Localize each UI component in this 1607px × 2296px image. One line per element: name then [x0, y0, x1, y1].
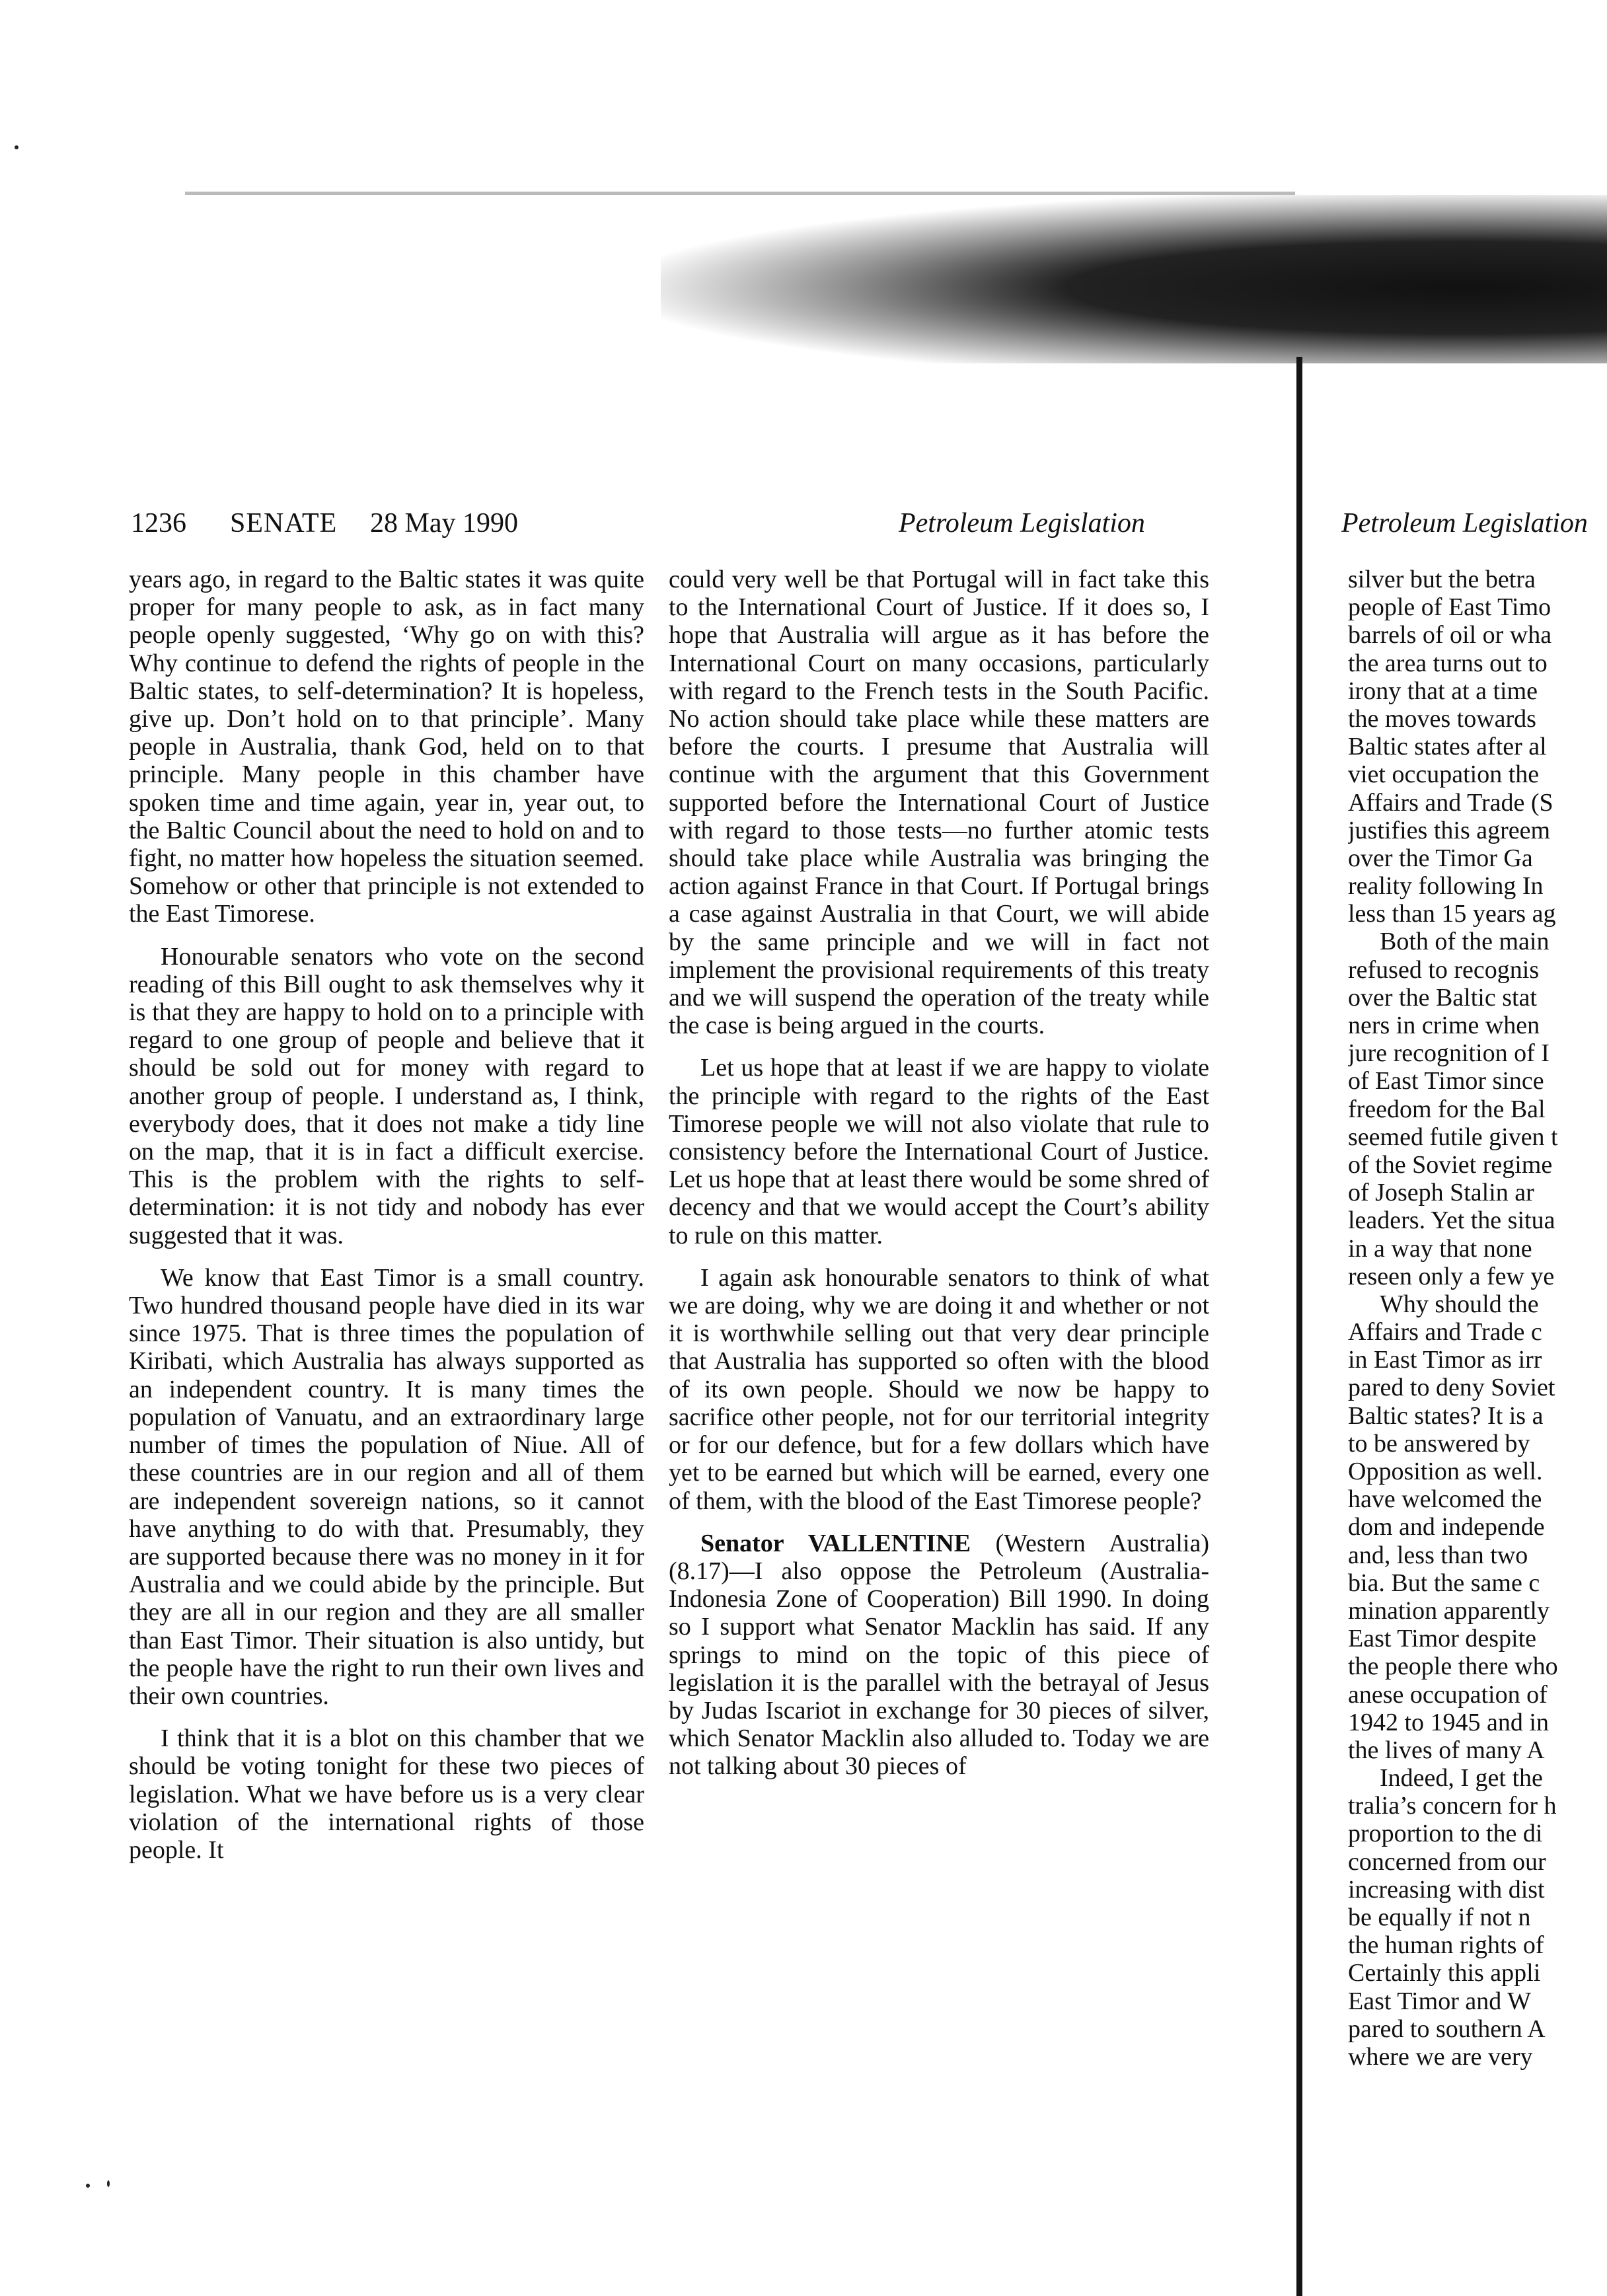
- running-title-next-page: Petroleum Legislation: [1341, 508, 1588, 538]
- cropped-text-line: people of East Timo: [1348, 593, 1551, 622]
- cropped-text-line: the people there who: [1348, 1652, 1558, 1681]
- paragraph: We know that East Timor is a small country. Two hundred thousand people have died in its war since 1975. That is three times the population of Kiribati, which Australia has always supported as an independent country. It is many times the population of Vanuatu, and an extraordinary large number of times the population of Niue. All of these countries are in our region and all of them are independent sovereign nations, so it cannot have anything to do with that. Presumably, they are supported because there was no money in it for Australia and we could abide by the principle. But they are all in our region and they are all smaller than East Timor. Their situation is also untidy, but the people have the right to run their own lives and their own countries.: [129, 1263, 644, 1710]
- cropped-text-line: refused to recognis: [1348, 955, 1540, 984]
- cropped-text-line: Baltic states? It is a: [1348, 1401, 1544, 1430]
- page-number: 1236: [131, 508, 186, 538]
- speaker-name: Senator VALLENTINE: [700, 1529, 971, 1557]
- cropped-text-line: irony that at a time: [1348, 677, 1538, 705]
- cropped-text-line: pared to deny Soviet: [1348, 1374, 1555, 1402]
- cropped-text-line: Affairs and Trade c: [1348, 1318, 1542, 1347]
- cropped-text-line: tralia’s concern for h: [1348, 1792, 1557, 1820]
- text-column-3-cropped: [1348, 566, 1607, 2071]
- page-gutter-line: [1296, 357, 1302, 2296]
- cropped-text-line: leaders. Yet the situa: [1348, 1206, 1555, 1235]
- cropped-text-line: East Timor and W: [1348, 1987, 1531, 2015]
- cropped-text-line: Indeed, I get the: [1380, 1764, 1543, 1793]
- cropped-text-line: Affairs and Trade (S: [1348, 788, 1553, 817]
- cropped-text-line: of Joseph Stalin ar: [1348, 1179, 1534, 1207]
- cropped-text-line: 1942 to 1945 and in: [1348, 1708, 1549, 1736]
- cropped-text-line: be equally if not n: [1348, 1904, 1531, 1931]
- paragraph: I think that it is a blot on this chamber that we should be voting tonight for these two pieces of legislation. What we have before us is a very clear violation of the international rights of those people. It: [129, 1724, 644, 1864]
- text-column-2: [669, 566, 1209, 1795]
- cropped-text-line: Opposition as well.: [1348, 1458, 1543, 1485]
- cropped-text-line: bia. But the same c: [1348, 1569, 1540, 1597]
- cropped-text-line: silver but the betra: [1348, 566, 1536, 593]
- cropped-text-line: viet occupation the: [1348, 760, 1540, 789]
- paragraph: years ago, in regard to the Baltic states it was quite proper for many people to ask, as in fact many people openly suggested, ‘Why go on with this? Why continue to defend the rights of people in the Baltic states, to self-determination? It is hopeless, give up. Don’t hold on to that principle’. Many people in Australia, thank God, held on to that principle. Many people in this chamber have spoken time and time again, year in, year out, to the Baltic Council about the need to hold on and to fight, no matter how hopeless the situation seemed. Somehow or other that principle is not extended to the East Timorese.: [129, 566, 644, 928]
- scan-speck: [86, 2184, 90, 2188]
- cropped-text-line: reseen only a few ye: [1348, 1262, 1555, 1290]
- cropped-text-line: seemed futile given t: [1348, 1123, 1558, 1151]
- text-column-1: [129, 566, 644, 1878]
- cropped-text-line: of the Soviet regime: [1348, 1150, 1553, 1179]
- speech-paragraph: [669, 1530, 1209, 1781]
- paragraph: could very well be that Portugal will in fact take this to the International Court of Justice. If it does so, I hope that Australia will argue as it has before the International Court on many occasions, particularly with regard to the French tests in the South Pacific. No action should take place while these matters are before the courts. I presume that Australia will continue with the argument that this Government supported before the International Court of Justice with regard to those tests—no further atomic tests should take place while Australia was bringing the action against France in that Court. If Portugal brings a case against Australia in that Court, we will abide by the same principle and we will in fact not implement the provisional requirements of this treaty and we will suspend the operation of the treaty while the case is being argued in the courts.: [669, 566, 1209, 1040]
- cropped-text-line: have welcomed the: [1348, 1485, 1542, 1514]
- cropped-text-line: and, less than two: [1348, 1541, 1528, 1569]
- cropped-text-line: ners in crime when: [1348, 1012, 1540, 1039]
- cropped-text-line: concerned from our: [1348, 1847, 1546, 1876]
- cropped-text-line: to be answered by: [1348, 1429, 1530, 1458]
- chamber-name: SENATE: [230, 508, 338, 538]
- scan-speck: [15, 145, 19, 149]
- cropped-text-line: in a way that none: [1348, 1234, 1532, 1263]
- cropped-text-line: anese occupation of: [1348, 1680, 1548, 1709]
- cropped-text-line: Both of the main: [1380, 928, 1550, 956]
- cropped-text-line: barrels of oil or wha: [1348, 621, 1552, 649]
- running-title: Petroleum Legislation: [899, 508, 1145, 538]
- cropped-text-line: dom and independe: [1348, 1513, 1545, 1541]
- cropped-text-line: of East Timor since: [1348, 1067, 1544, 1095]
- cropped-text-line: East Timor despite: [1348, 1625, 1537, 1653]
- cropped-text-line: the area turns out to: [1348, 649, 1548, 677]
- cropped-text-line: freedom for the Bal: [1348, 1095, 1546, 1123]
- cropped-text-line: the moves towards: [1348, 704, 1536, 733]
- cropped-text-line: Certainly this appli: [1348, 1959, 1541, 1987]
- scan-artifact-smudge: [661, 195, 1607, 363]
- cropped-text-line: reality following In: [1348, 872, 1544, 901]
- speech-text: (Western Australia) (8.17)—I also oppose the Petroleum (Australia-Indonesia Zone of Cooperation) Bill 1990. In doing so I support what Senator Macklin has said. If any springs to mind on the topic of this piece of legislation it is the parallel with the betrayal of Jesus by Judas Iscariot in exchange for 30 pieces of silver, which Senator Macklin also alluded to. Today we are not talking about 30 pieces of: [669, 1529, 1209, 1781]
- sitting-date: 28 May 1990: [370, 508, 518, 538]
- cropped-text-line: mination apparently: [1348, 1596, 1550, 1625]
- cropped-text-line: the human rights of: [1348, 1931, 1544, 1960]
- scan-speck: [107, 2180, 110, 2187]
- cropped-text-line: in East Timor as irr: [1348, 1346, 1542, 1374]
- cropped-text-line: less than 15 years ag: [1348, 900, 1556, 928]
- cropped-text-line: Why should the: [1380, 1290, 1539, 1318]
- cropped-text-line: the lives of many A: [1348, 1736, 1545, 1764]
- paragraph: Let us hope that at least if we are happy to violate the principle with regard to the rights of the East Timorese people we will not also violate that rule to consistency before the International Court of Justice. Let us hope that at least there would be some shred of decency and that we would accept the Court’s ability to rule on this matter.: [669, 1054, 1209, 1249]
- paragraph: I again ask honourable senators to think of what we are doing, why we are doing it and whether or not it is worthwhile selling out that very dear principle that Australia has supported so often with the blood of its own people. Should we now be happy to sacrifice other people, not for our territorial integrity or for our defence, but for a few dollars which have yet to be earned but which will be earned, every one of them, with the blood of the East Timorese people?: [669, 1263, 1209, 1515]
- cropped-text-line: over the Timor Ga: [1348, 844, 1533, 872]
- cropped-text-line: increasing with dist: [1348, 1875, 1545, 1904]
- cropped-text-line: pared to southern A: [1348, 2015, 1546, 2043]
- cropped-text-line: where we are very: [1348, 2042, 1533, 2071]
- cropped-text-line: jure recognition of I: [1348, 1039, 1550, 1068]
- cropped-text-line: proportion to the di: [1348, 1820, 1543, 1848]
- cropped-text-line: Baltic states after al: [1348, 733, 1547, 761]
- cropped-text-line: justifies this agreem: [1348, 816, 1551, 844]
- cropped-text-line: over the Baltic stat: [1348, 983, 1537, 1012]
- paragraph: Honourable senators who vote on the second reading of this Bill ought to ask themselves why it is that they are happy to hold on to a principle with regard to one group of people and believe that it should be sold out for money with regard to another group of people. I understand as, I think, everybody does, that it does not make a tidy line on the map, that it is in fact a difficult exercise. This is the problem with the rights to self-determination: it is not tidy and nobody has ever suggested that it was.: [129, 942, 644, 1249]
